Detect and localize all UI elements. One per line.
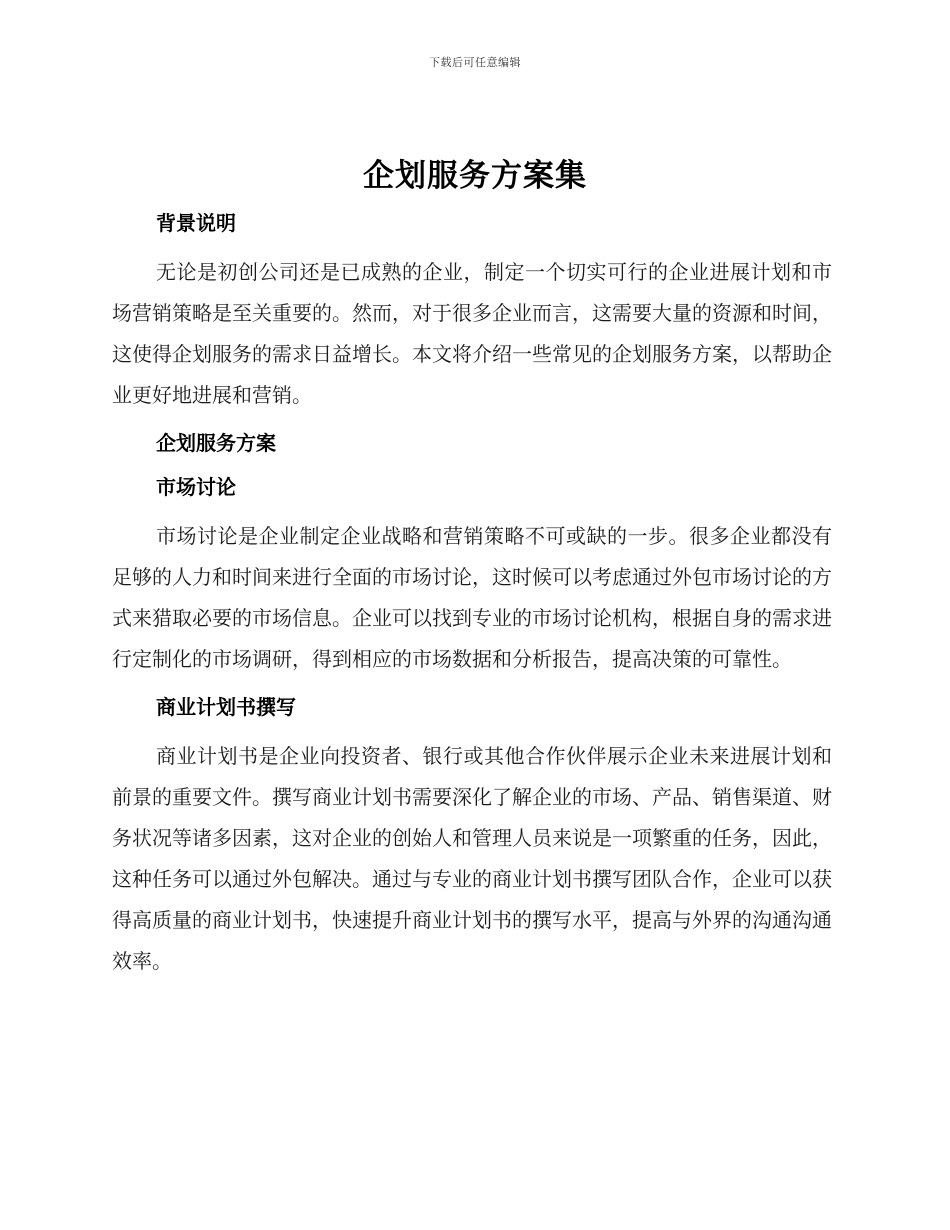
section-heading-background: 背景说明 [156, 211, 236, 235]
paragraph-market-research: 市场讨论是企业制定企业战略和营销策略不可或缺的一步。很多企业都没有足够的人力和时间来进行全面的市场讨论，这时候可以考虑通过外包市场讨论的方式来猎取必要的市场信息。企业可以找到专业的市场讨论机构，根据自身的需求进行定制化的市场调研，得到相应的市场数据和分析报告，提高决策的可靠性。 [112, 524, 832, 671]
document-title: 企划服务方案集 [363, 158, 587, 194]
section-heading-business-plan: 商业计划书撰写 [156, 695, 296, 719]
paragraph-business-plan: 商业计划书是企业向投资者、银行或其他合作伙伴展示企业未来进展计划和前景的重要文件。撰写商业计划书需要深化了解企业的市场、产品、销售渠道、财务状况等诸多因素，这对企业的创始人和管理人员来说是一项繁重的任务，因此，这种任务可以通过外包解决。通过与专业的商业计划书撰写团队合作，企业可以获得高质量的商业计划书，快速提升商业计划书的撰写水平，提高与外界的沟通沟通效率。 [112, 744, 832, 973]
paragraph-background: 无论是初创公司还是已成熟的企业，制定一个切实可行的企业进展计划和市场营销策略是至关重要的。然而，对于很多企业而言，这需要大量的资源和时间，这使得企划服务的需求日益增长。本文将介绍一些常见的企划服务方案，以帮助企业更好地进展和营销。 [112, 260, 832, 407]
section-heading-service-plans: 企划服务方案 [156, 431, 276, 455]
section-heading-market-research: 市场讨论 [156, 475, 236, 499]
page-header-note: 下载后可任意编辑 [429, 56, 521, 69]
document-body [112, 196, 832, 992]
